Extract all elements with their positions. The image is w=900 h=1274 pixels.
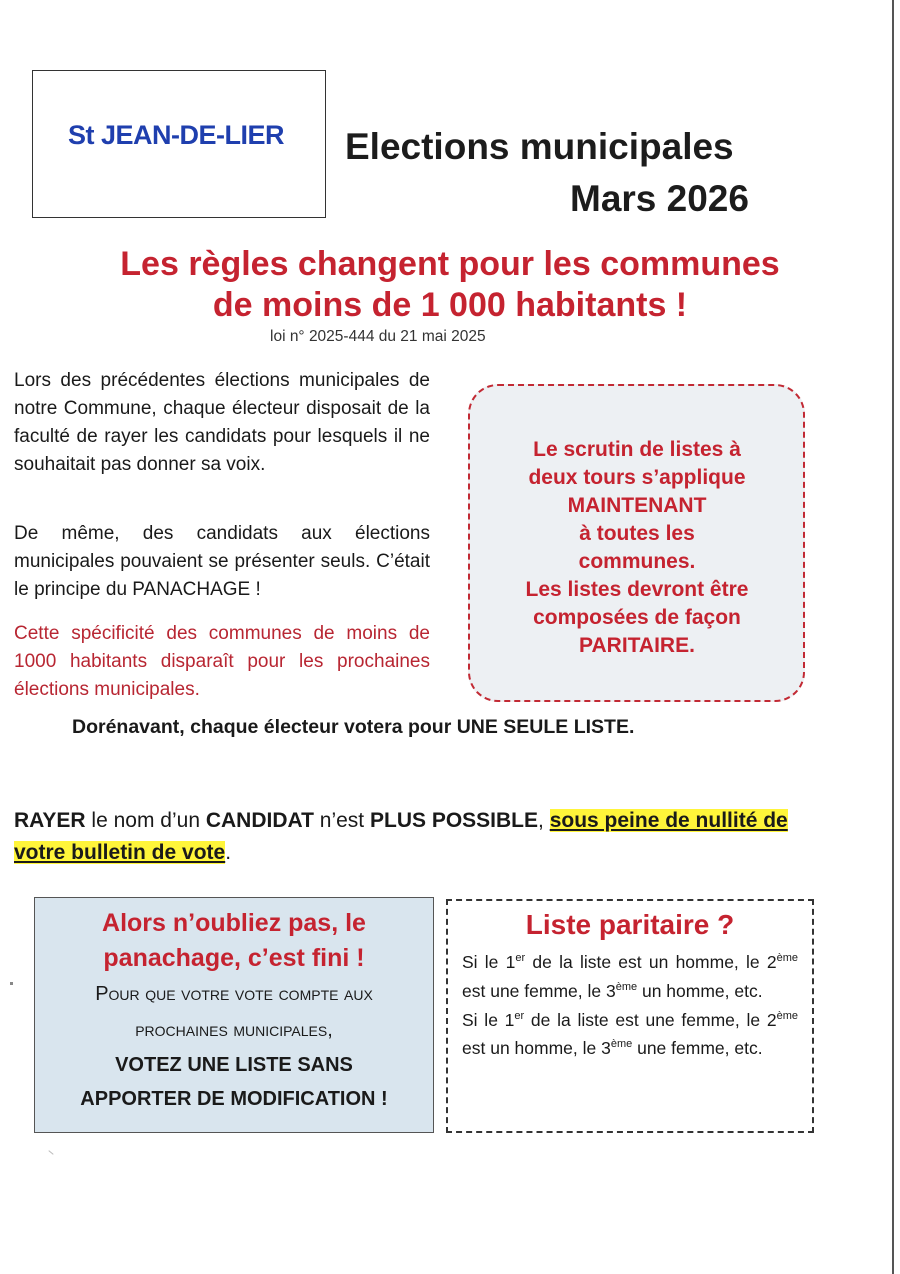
parity-text: Si le 1 [462,1009,515,1030]
parity-text: un homme, etc. [637,980,763,1001]
ordinal: ème [776,952,799,964]
reminder-line: Alors n’oubliez pas, le [102,909,366,937]
info-line: MAINTENANT [567,494,707,517]
paragraph-panachage: De même, des candidats aux élections municipales pouvaient se présenter seuls. C’était le principe du PANACHAGE ! [14,523,430,600]
plus-possible-word: PLUS POSSIBLE [369,809,539,832]
scan-speck [10,982,13,985]
rayer-text: . [225,841,232,864]
commune-logo: St JEAN-DE-LIER [68,120,285,150]
law-reference: loi n° 2025-444 du 21 mai 2025 [270,328,486,345]
info-line: communes. [578,550,696,573]
scan-edge-line [892,0,894,1274]
rayer-text: n’est [313,809,370,832]
ordinal: er [515,952,526,964]
parity-text: est une femme, le 3 [462,980,616,1001]
headline [20,244,880,326]
parity-rule-woman [462,1004,798,1062]
rayer-text: , [538,809,550,832]
reminder-line: Pour que votre vote compte aux [95,983,373,1005]
parity-text: de la liste est un homme, le 2 [525,951,777,972]
parity-rule-man [462,946,798,1004]
ordinal: ème [610,1038,633,1051]
parity-text: est un homme, le 3 [462,1038,611,1059]
reminder-line: APPORTER DE MODIFICATION ! [80,1088,388,1110]
parity-text: une femme, etc. [632,1038,763,1059]
page-title-line1: Elections municipales [345,126,734,167]
scrutin-info-text [472,436,802,660]
info-line: Les listes devront être [525,578,749,601]
headline-line2: de moins de 1 000 habitants ! [212,286,688,324]
parity-title: Liste paritaire ? [525,909,735,940]
parity-text: de la liste est une femme, le 2 [524,1009,777,1030]
paragraph-previous-elections: Lors des précédentes élections municipales de notre Commune, chaque électeur disposait de la faculté de rayer les candidats pour lesquels il ne souhaitait pas donner sa voix. [14,370,430,475]
ordinal: er [514,1009,525,1022]
page-title-line2: Mars 2026 [570,178,749,219]
rayer-word: RAYER [14,809,86,832]
candidat-word: CANDIDAT [205,809,314,832]
scan-speck [48,1150,53,1155]
parity-text: Si le 1 [462,951,516,972]
reminder-line: VOTEZ UNE LISTE SANS [115,1054,353,1076]
ordinal: ème [776,1009,798,1022]
rayer-text: le nom d’un [85,809,206,832]
info-line: composées de façon [533,606,741,629]
reminder-text [34,906,434,1116]
parity-explanation [462,946,798,1061]
reminder-line: panachage, c’est fini ! [103,944,365,972]
nullity-highlight: sous peine de nullité de votre bulletin de vote [14,809,788,864]
single-list-statement: Dorénavant, chaque électeur votera pour UNE SEULE LISTE. [72,716,635,738]
info-line: deux tours s’applique [528,466,746,489]
info-line: PARITAIRE. [579,634,695,657]
rayer-warning [14,805,794,869]
info-line: Le scrutin de listes à [533,438,741,461]
reminder-line: prochaines municipales, [135,1019,333,1041]
ordinal: ème [615,980,638,993]
info-line: à toutes les [579,522,695,545]
headline-line1: Les règles changent pour les communes [120,245,780,283]
paragraph-specificity: Cette spécificité des communes de moins de 1000 habitants disparaît pour les prochaines élections municipales. [14,623,430,700]
